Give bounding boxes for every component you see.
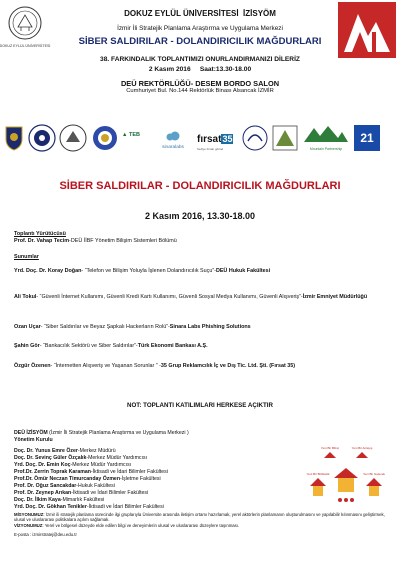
attendance-note: NOT: TOPLANTI KATILIMLARI HERKESE AÇIKTIR [127, 402, 273, 409]
board-member: Yrd. Doç. Dr. Gökhan Tenikler-İktisadi ve İdari Bilimler Fakültesi [14, 504, 164, 510]
sinara-logo-text: sinaralabs [162, 145, 184, 150]
moderator-heading: Toplantı Yürütücüsü [14, 231, 66, 237]
board-member: Prof.Dr. Zerrin Toprak Karaman-İktisadi ve İdari Bilimler Fakültesi [14, 469, 168, 475]
cartoon-label: Yeni Bir Anlayış [351, 446, 373, 450]
emblem-logo-3 [92, 125, 118, 151]
talk-item: Yrd. Doç. Dr. Koray Doğan- “Telefon ve Bilişim Yoluyla İşlenen Dolandırıcılık Suçu”-DEÜ Hukuk Fakültesi [14, 268, 271, 274]
board-member: Yrd. Doç. Dr. Emin Koç-Merkez Müdür Yardımcısı [14, 462, 132, 468]
board-member: Prof. Dr. Zeynep Arıkan-İktisadi ve İdari Bilimler Fakültesi [14, 490, 149, 496]
unit-name: İZİSYÖM [243, 9, 276, 18]
teb-logo-text: TEB [128, 132, 140, 138]
moderator-name: Prof. Dr. Vahap Tecim [14, 238, 70, 244]
venue: DEÜ REKTÖRLÜĞÜ- DESEM BORDO SALON [120, 79, 280, 88]
twentyone-logo: 21 [354, 125, 380, 151]
board-member: Prof. Dr. Oğuz Sancakdar-Hukuk Fakültesi [14, 483, 115, 489]
header-time: Saat:13.30-18.00 [199, 66, 252, 73]
cartoon-label: Yeni Bir Bilinç [320, 446, 340, 450]
sinara-cloud-icon [165, 131, 181, 141]
sponsor-logos [4, 122, 396, 164]
contact-email: E-posta : izmirstratej@deu.edu.tr [14, 532, 77, 538]
emblem-logo-4 [242, 125, 268, 151]
invite-text: 38. FARKINDALIK TOPLANTIMIZI ONURLANDIRMANIZI DİLERİZ [100, 56, 300, 63]
board-unit-desc: (İzmir İli Stratejik Planlama Araştırma ve Uygulama Merkezi ) [47, 430, 189, 436]
board-heading: Yönetim Kurulu [14, 437, 53, 443]
board-member: Doç. Dr. İlkim Kaya-Mimarlık Fakültesi [14, 497, 105, 503]
emblem-logo-5 [272, 125, 298, 151]
talk-item: Şahin Gör- “Bankacılık Sektörü ve Siber Saldırılar”-Türk Ekonomi Bankası A.Ş. [14, 343, 208, 349]
moderator-affiliation: -DEÜ İİBF Yönetim Bilişim Sistemleri Bölümü [69, 238, 177, 244]
talk-item: Özgür Özenen- “İnternetten Alışveriş ve Yaşanan Sorunlar ” -35 Grup Reklamcılık İç ve Dış Tic. Ltd. Şti. (Fırsat 35) [14, 363, 296, 369]
firsat-logo-number: 35 [222, 134, 233, 144]
people-illustration [300, 438, 392, 506]
board-member: Doç. Dr. Yunus Emre Özer-Merkez Müdürü [14, 448, 116, 454]
board-member: Doç. Dr. Sevinç Güler Özçalık-Merkez Müdür Yardımcısı [14, 455, 148, 461]
address: Cumhuriyet Bul. No.144 Rektörlük Binası Alsancak İZMİR [126, 88, 274, 94]
emblem-logo-2 [59, 124, 87, 152]
header-date: 2 Kasım 2016 [148, 66, 191, 73]
board-unit: DEÜ İZİSYÖM [14, 430, 48, 436]
header-title: SİBER SALDIRILAR - DOLANDIRICILIK MAĞDURLARI [78, 36, 322, 47]
vision: VİZYONUMUZ: Yerel ve bölgesel düzeyde elde edilen bilgi ve deneyimlerin ulusal ve uluslararası düzeylere taşınması. [14, 522, 240, 528]
main-title: SİBER SALDIRILAR - DOLANDIRICILIK MAĞDURLARI [59, 180, 341, 192]
talks-heading: Sunumlar [14, 254, 39, 260]
main-datetime: 2 Kasım 2016, 13.30-18.00 [144, 211, 256, 221]
firsat-logo-text: fırsat [197, 134, 222, 145]
center-name: İzmir İli Stratejik Planlama Araştırma ve Uygulama Merkezi [117, 25, 283, 32]
mountain-logo-text: Mountain Partnership [309, 147, 343, 151]
emblem-logo-1 [28, 124, 56, 152]
talk-item: Ali Tokul- “Güvenli İnternet Kullanımı, Güvenli Kredi Kartı Kullanımı, Güvenli Sosyal Medya Kullanımı, Güvenli Alışveriş”-İzmir Emniyet Müdürlüğü [14, 294, 368, 300]
mountain-icon [304, 124, 348, 142]
university-logo-text: DOKUZ EYLÜL ÜNİVERSİTESİ [0, 44, 51, 48]
police-shield-logo [4, 125, 24, 151]
cartoon-label: Yeni Bir Gelecek [362, 472, 386, 476]
cartoon-label: Yeni Bir Birliktelik [306, 472, 330, 476]
board-member: Prof.Dr. Ömür Neczan Timurcanday Özmen-İşletme Fakültesi [14, 476, 161, 482]
talk-item: Ozan Uçar- “Siber Saldırılar ve Beyaz Şapkalı Hackerların Rolü”-Sinara Labs Phishing Solutions [14, 324, 251, 330]
firsat-logo-subtitle: hediye fırsatı görsel [197, 147, 224, 151]
teb-bird-icon: ▲ [122, 132, 128, 138]
university-name: DOKUZ EYLÜL ÜNİVERSİTESİ [124, 9, 239, 18]
mission: MİSYONUMUZ: İzmir ili stratejik planlama sürecinde ilgi gruplarıyla Üniversite arasında iletişim ortamı hazırlamak, yerel aktörlerin planlamanın oluşturulmasını ve yapılabilir kılınmasını geliştirmek, ulusal ve uluslararası politikalara açılım sağlamak. [14, 512, 385, 523]
